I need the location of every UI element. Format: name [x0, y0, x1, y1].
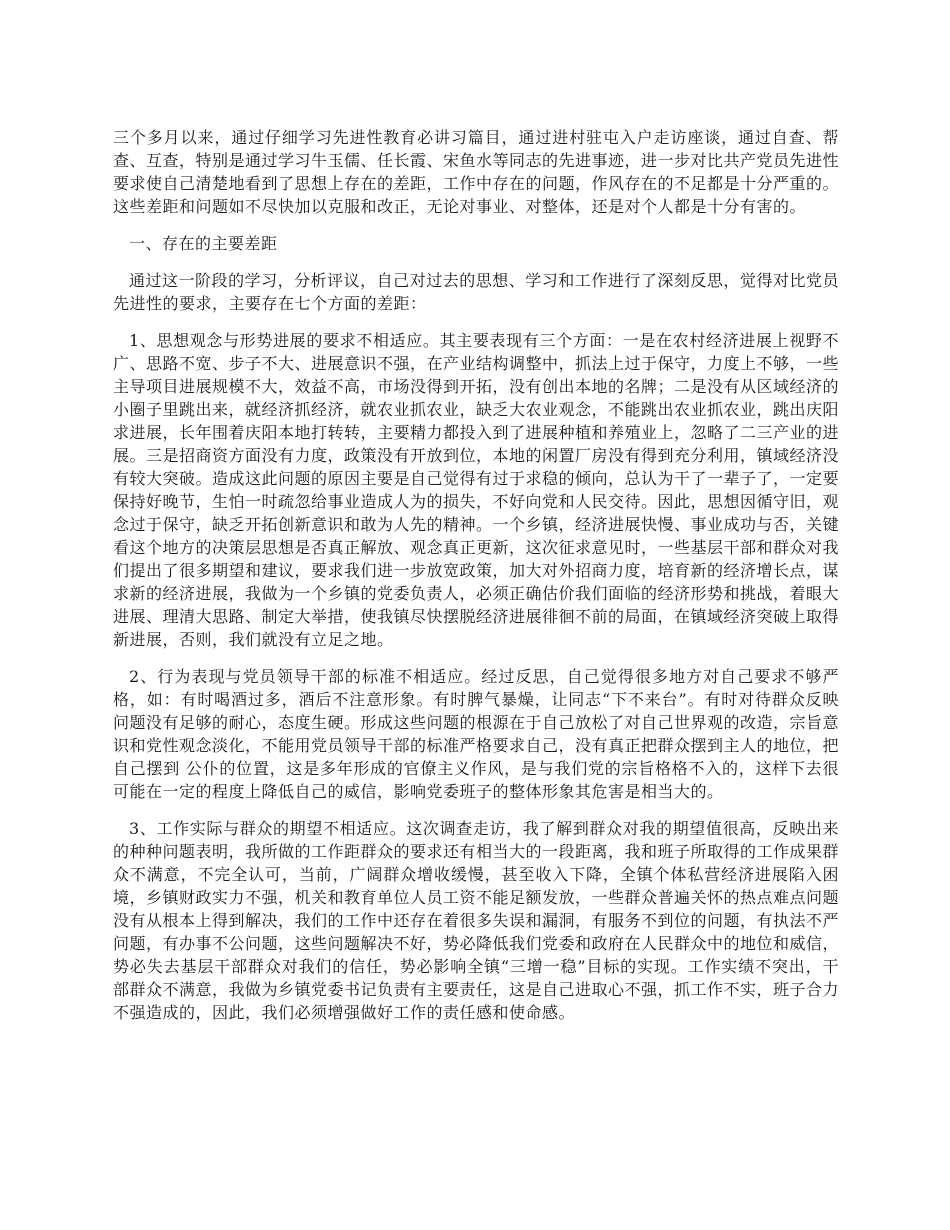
summary-paragraph: 通过这一阶段的学习，分析评议，自己对过去的思想、学习和工作进行了深刻反思，觉得对比党员先进性的要求，主要存在七个方面的差距： — [113, 271, 839, 313]
intro-paragraph: 三个多月以来，通过仔细学习先进性教育必讲习篇目，通过进村驻屯入户走访座谈，通过自查、帮查、互查，特别是通过学习牛玉儒、任长霞、宋鱼水等同志的先进事迹，进一步对比共产党员先进性要求使自己清楚地看到了思想上存在的差距，工作中存在的问题，作风存在的不足都是十分严重的。这些差距和问题如不尽快加以克服和改正，无论对事业、对整体，还是对个人都是十分有害的。 — [113, 128, 840, 216]
document-page — [113, 126, 839, 1038]
gap-item-1-paragraph: 1、思想观念与形势进展的要求不相适应。其主要表现有三个方面：一是在农村经济进展上视野不广、思路不宽、步子不大、进展意识不强，在产业结构调整中，抓法上过于保守，力度上不够，一些主导项目进展规模不大，效益不高，市场没得到开拓，没有创出本地的名牌；二是没有从区域经济的小圈子里跳出来，就经济抓经济，就农业抓农业，缺乏大农业观念，不能跳出农业抓农业，跳出庆阳求进展，长年围着庆阳本地打转转，主要精力都投入到了进展种植和养殖业上，忽略了二三产业的进展。三是招商资方面没有力度，政策没有开放到位，本地的闲置厂房没有得到充分利用，镇域经济没有较大突破。造成这此问题的原因主要是自己觉得有过于求稳的倾向，总认为干了一辈子了，一定要保持好晚节，生怕一时疏忽给事业造成人为的损失，不好向党和人民交待。因此，思想因循守旧，观念过于保守，缺乏开拓创新意识和敢为人先的精神。一个乡镇，经济进展快慢、事业成功与否，关键看这个地方的决策层思想是否真正解放、观念真正更新，这次征求意见时，一些基层干部和群众对我们提出了很多期望和建议，要求我们进一步放宽政策，加大对外招商力度，培育新的经济增长点，谋求新的经济进展，我做为一个乡镇的党委负责人，必须正确估价我们面临的经济形势和挑战，着眼大进展、理清大思路、制定大举措，使我镇尽快摆脱经济进展徘徊不前的局面，在镇域经济突破上取得新进展，否则，我们就没有立足之地。 — [113, 331, 840, 649]
gap-item-2-paragraph: 2、行为表现与党员领导干部的标准不相适应。经过反思，自己觉得很多地方对自己要求不够严格，如：有时喝酒过多，酒后不注意形象。有时脾气暴燥，让同志“下不来台”。有时对待群众反映问题没有足够的耐心，态度生硬。形成这些问题的根源在于自己放松了对自己世界观的改造，宗旨意识和党性观念淡化，不能用党员领导干部的标准严格要求自己，没有真正把群众摆到主人的地位，把自己摆到 公仆的位置，这是多年形成的官僚主义作风，是与我们党的宗旨格格不入的，这样下去很可能在一定的程度上降低自己的威信，影响党委班子的整体形象其危害是相当大的。 — [113, 667, 840, 801]
section-heading-main-gaps: 一、存在的主要差距 — [129, 234, 278, 253]
gap-item-3-paragraph: 3、工作实际与群众的期望不相适应。这次调查走访，我了解到群众对我的期望值很高，反映出来的种种问题表明，我所做的工作距群众的要求还有相当大的一段距离，我和班子所取得的工作成果群众不满意，不完全认可，当前，广阔群众增收缓慢，甚至收入下降，全镇个体私营经济进展陷入困境，乡镇财政实力不强，机关和教育单位人员工资不能足额发放，一些群众普遍关怀的热点难点问题没有从根本上得到解决，我们的工作中还存在着很多失误和漏洞，有服务不到位的问题，有执法不严问题，有办事不公问题，这些问题解决不好，势必降低我们党委和政府在人民群众中的地位和威信，势必失去基层干部群众对我们的信任，势必影响全镇“三增一稳”目标的实现。工作实绩不突出，干部群众不满意，我做为乡镇党委书记负责有主要责任，这是自己进取心不强，抓工作不实，班子合力不强造成的，因此，我们必须增强做好工作的责任感和使命感。 — [113, 819, 840, 1022]
